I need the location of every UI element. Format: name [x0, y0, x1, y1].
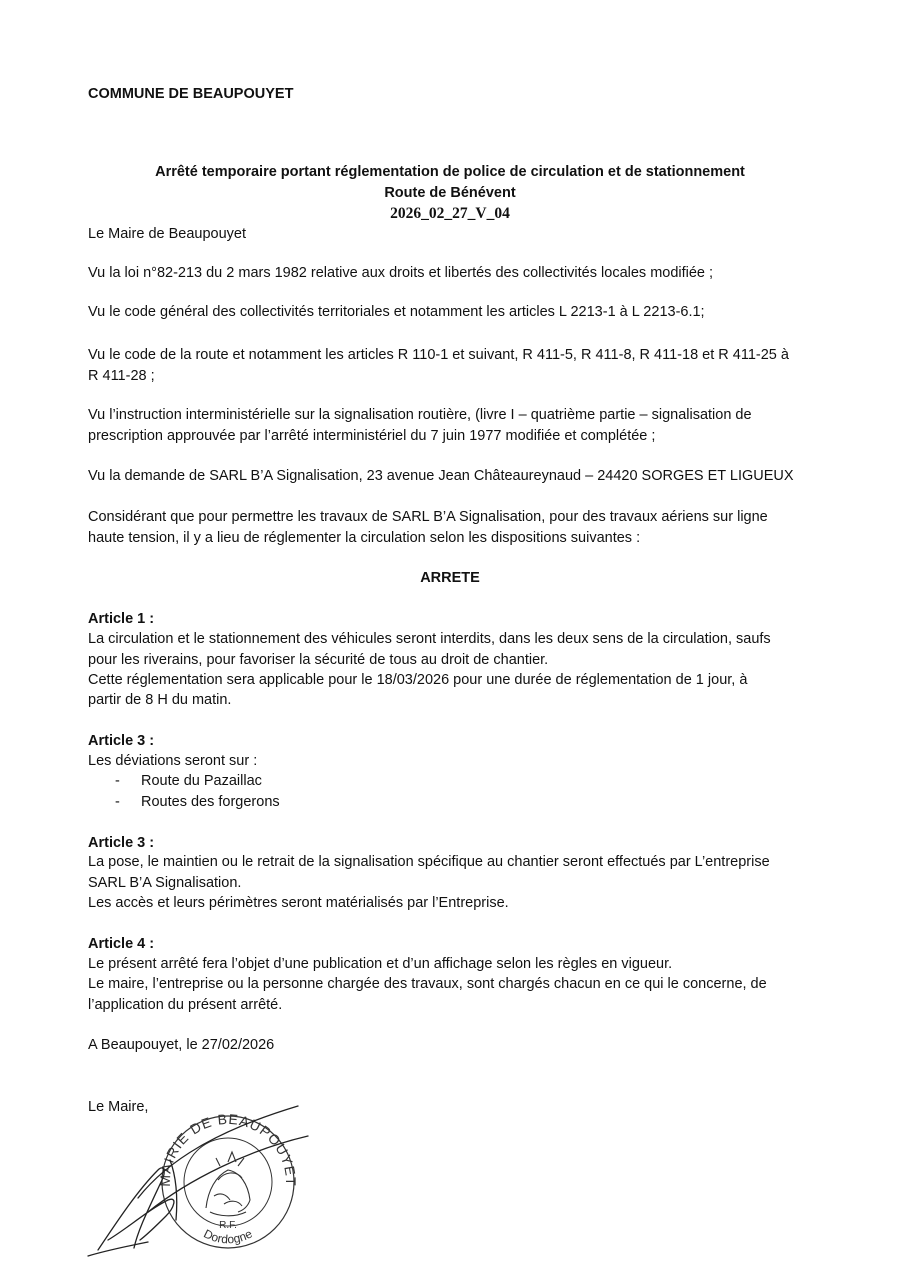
marianne-emblem: [206, 1152, 250, 1216]
article-line: La pose, le maintien ou le retrait de la signalisation spécifique au chantier seront effectués par L’entreprise: [88, 854, 770, 870]
vu-loi: Vu la loi n°82-213 du 2 mars 1982 relative aux droits et libertés des collectivités locales modifiée ;: [88, 265, 714, 281]
article-line: Le maire, l’entreprise ou la personne chargée des travaux, sont chargés chacun en ce qui le concerne, de: [88, 976, 767, 992]
considerant-line2: haute tension, il y a lieu de réglementer la circulation selon les dispositions suivantes :: [88, 530, 641, 546]
commune-header: COMMUNE DE BEAUPOUYET: [88, 86, 294, 102]
article-heading: Article 1 :: [88, 611, 155, 627]
decree-subtitle: Route de Bénévent: [384, 185, 516, 201]
vu-instruction-line1: Vu l’instruction interministérielle sur la signalisation routière, (livre I – quatrième partie – signalisation de: [88, 407, 752, 423]
vu-demande: Vu la demande de SARL B’A Signalisation, 23 avenue Jean Châteaureynaud – 24420 SORGES ET LIGUEUX: [88, 468, 794, 484]
seal-commune-text: MAIRIE DE BEAUPOUYET: [156, 1110, 300, 1187]
article-line: l’application du présent arrêté.: [88, 997, 283, 1013]
list-bullet: -: [115, 794, 120, 810]
deviation-route-item: Route du Pazaillac: [141, 773, 262, 789]
vu-code-route-line2: R 411-28 ;: [88, 368, 155, 384]
signatory-label: Le Maire,: [88, 1099, 149, 1115]
vu-instruction-line2: prescription approuvée par l’arrêté interministériel du 7 juin 1977 modifiée et complétée ;: [88, 428, 656, 444]
deviation-route-item: Routes des forgerons: [141, 794, 280, 810]
article-heading: Article 3 :: [88, 835, 155, 851]
considerant-line1: Considérant que pour permettre les travaux de SARL B’A Signalisation, pour des travaux aériens sur ligne: [88, 509, 768, 525]
seal-department-text: Dordogne: [201, 1226, 255, 1247]
article-line: Les déviations seront sur :: [88, 753, 258, 769]
arrete-heading: ARRETE: [420, 570, 480, 586]
article-line: SARL B’A Signalisation.: [88, 875, 242, 891]
article-line: Le présent arrêté fera l’objet d’une publication et d’un affichage selon les règles en vigueur.: [88, 956, 673, 972]
decree-reference: 2026_02_27_V_04: [390, 205, 510, 222]
list-bullet: -: [115, 773, 120, 789]
authority-line: Le Maire de Beaupouyet: [88, 226, 246, 242]
article-line: Les accès et leurs périmètres seront matérialisés par l’Entreprise.: [88, 895, 509, 911]
article-heading: Article 3 :: [88, 733, 155, 749]
article-line: Cette réglementation sera applicable pour le 18/03/2026 pour une durée de réglementation de 1 jour, à: [88, 672, 748, 688]
mairie-stamp-seal: [78, 1100, 318, 1260]
article-heading: Article 4 :: [88, 936, 155, 952]
article-line: partir de 8 H du matin.: [88, 692, 232, 708]
article-line: La circulation et le stationnement des véhicules seront interdits, dans les deux sens de la circulation, saufs: [88, 631, 771, 647]
place-date: A Beaupouyet, le 27/02/2026: [88, 1037, 275, 1053]
seal-rf-text: R.F.: [219, 1220, 237, 1231]
vu-cgct: Vu le code général des collectivités territoriales et notamment les articles L 2213-1 à L 2213-6.1;: [88, 304, 705, 320]
article-line: pour les riverains, pour favoriser la sécurité de tous au droit de chantier.: [88, 652, 549, 668]
vu-code-route-line1: Vu le code de la route et notamment les articles R 110-1 et suivant, R 411-5, R 411-8, R 411-18 et R 411-25 à: [88, 347, 789, 363]
decree-title: Arrêté temporaire portant réglementation de police de circulation et de stationnement: [155, 164, 745, 180]
